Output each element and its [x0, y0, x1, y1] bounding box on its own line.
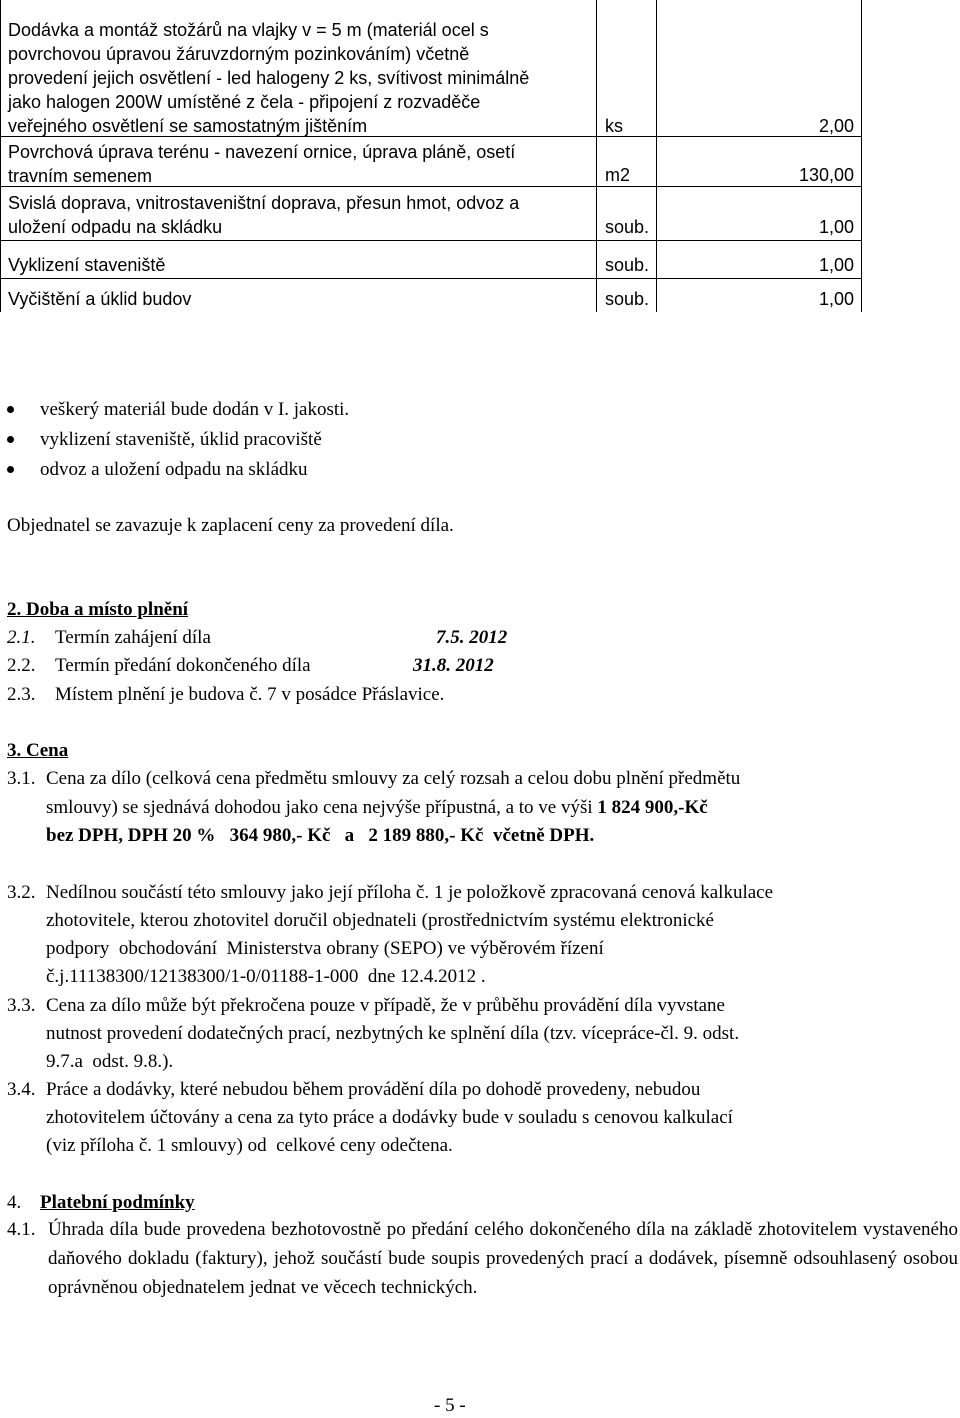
table-row-quantity: 1,00	[818, 255, 854, 275]
paragraph-line: 9.7.a odst. 9.8.).	[46, 1051, 174, 1072]
section-item-number: 2.1.	[7, 627, 36, 648]
paragraph-line: Nedílnou součástí této smlouvy jako její příloha č. 1 je položkově zpracovaná cenová kalkulace	[46, 882, 774, 903]
paragraph-number: 3.4.	[7, 1079, 36, 1100]
bullet-item: vyklizení staveniště, úklid pracoviště	[40, 429, 322, 450]
table-border-left	[0, 0, 1, 312]
table-row-quantity: 130,00	[798, 165, 854, 185]
section-item-label: Místem plnění je budova č. 7 v posádce Přáslavice.	[55, 684, 445, 705]
table-row-description: Vyčištění a úklid budov	[8, 289, 192, 309]
table-row-quantity: 1,00	[818, 289, 854, 309]
table-row-description: Svislá doprava, vnitrostaveništní doprava, přesun hmot, odvoz a uložení odpadu na skládku	[8, 193, 520, 237]
table-row-description: Vyklizení staveniště	[8, 255, 166, 275]
section-heading: 2. Doba a místo plnění	[7, 599, 189, 620]
paragraph-line: Práce a dodávky, které nebudou během provádění díla po dohodě provedeny, nebudou	[46, 1079, 701, 1100]
table-rule	[0, 278, 862, 279]
paragraph-line: podpory obchodování Ministerstva obrany (SEPO) ve výběrovém řízení	[46, 938, 604, 959]
section-item-label: Termín předání dokončeného díla	[55, 655, 311, 676]
section-item-value: 31.8. 2012	[413, 655, 494, 676]
section-item-value: 7.5. 2012	[436, 627, 508, 648]
table-border-unit	[596, 0, 597, 312]
paragraph-line: Cena za dílo (celková cena předmětu smlouvy za celý rozsah a celou dobu plnění předmětu	[46, 768, 741, 789]
price-without-vat: 1 824 900,-Kč	[597, 797, 708, 818]
section-heading: 3. Cena	[7, 740, 69, 761]
table-row-unit: soub.	[605, 255, 650, 275]
paragraph-number: 4.1.	[7, 1219, 36, 1240]
paragraph-line: č.j.11138300/12138300/1-0/01188-1-000 dne 12.4.2012 .	[46, 966, 486, 987]
paragraph-line: nutnost provedení dodatečných prací, nezbytných ke splnění díla (tzv. vícepráce-čl. 9. odst.	[46, 1023, 740, 1044]
table-row-description: Dodávka a montáž stožárů na vlajky v = 5 m (materiál ocel s povrchovou úpravou žáruvzdorným pozinkováním) včetně provedení jejich osvětlení - led halogeny 2 ks, svítivost minimálně jako halogen 200W umístěné z čela - připojení z rozvaděče veřejného osvětlení se samostatným jištěním	[8, 20, 530, 136]
bullet-item: odvoz a uložení odpadu na skládku	[40, 459, 308, 480]
table-row-quantity: 2,00	[818, 116, 854, 136]
table-row-quantity: 1,00	[818, 217, 854, 237]
paragraph-line	[46, 795, 708, 820]
bullet-icon	[7, 406, 14, 413]
section-item-label: Termín zahájení díla	[55, 627, 211, 648]
table-border-right	[861, 0, 862, 312]
table-row-unit: ks	[605, 116, 623, 136]
table-row-unit: m2	[605, 165, 631, 185]
paragraph-number: 3.1.	[7, 768, 36, 789]
table-rule	[0, 240, 862, 241]
items-table	[0, 0, 862, 312]
price-line: bez DPH, DPH 20 % 364 980,- Kč a 2 189 880,- Kč včetně DPH.	[46, 825, 595, 846]
paragraph-text: smlouvy) se sjednává dohodou jako cena nejvýše přípustná, a to ve výši	[46, 797, 598, 818]
paragraph-number: 3.2.	[7, 882, 36, 903]
section-item-number: 2.3.	[7, 684, 36, 705]
obligation-text: Objednatel se zavazuje k zaplacení ceny za provedení díla.	[7, 515, 454, 536]
paragraph-line: (viz příloha č. 1 smlouvy) od celkové ceny odečtena.	[46, 1135, 453, 1156]
bullet-item: veškerý materiál bude dodán v I. jakosti.	[40, 399, 350, 420]
section-number: 4.	[7, 1192, 22, 1213]
paragraph-line: zhotovitelem účtovány a cena za tyto práce a dodávky bude v souladu s cenovou kalkulací	[46, 1107, 733, 1128]
table-row-description: Povrchová úprava terénu - navezení ornice, úprava pláně, osetí travním semenem	[8, 142, 516, 186]
bullet-icon	[7, 466, 14, 473]
bullet-icon	[7, 436, 14, 443]
paragraph-number: 3.3.	[7, 995, 36, 1016]
page-number: - 5 -	[434, 1395, 466, 1416]
section-item-number: 2.2.	[7, 655, 36, 676]
section-heading: Platební podmínky	[40, 1192, 195, 1213]
table-row-unit: soub.	[605, 289, 650, 309]
paragraph-line: Cena za dílo může být překročena pouze v případě, že v průběhu provádění díla vyvstane	[46, 995, 725, 1016]
paragraph-text: Úhrada díla bude provedena bezhotovostně po předání celého dokončeného díla na základě zhotovitelem vystaveného daňového dokladu (faktury), jehož součástí bude soupis provedených prací a dodávek, písemně odsouhlasený osobou oprávněnou objednatelem jednat ve věcech technických.	[48, 1219, 958, 1298]
table-row-unit: soub.	[605, 217, 650, 237]
paragraph-line: zhotovitele, kterou zhotovitel doručil objednateli (prostřednictvím systému elektronické	[46, 910, 714, 931]
